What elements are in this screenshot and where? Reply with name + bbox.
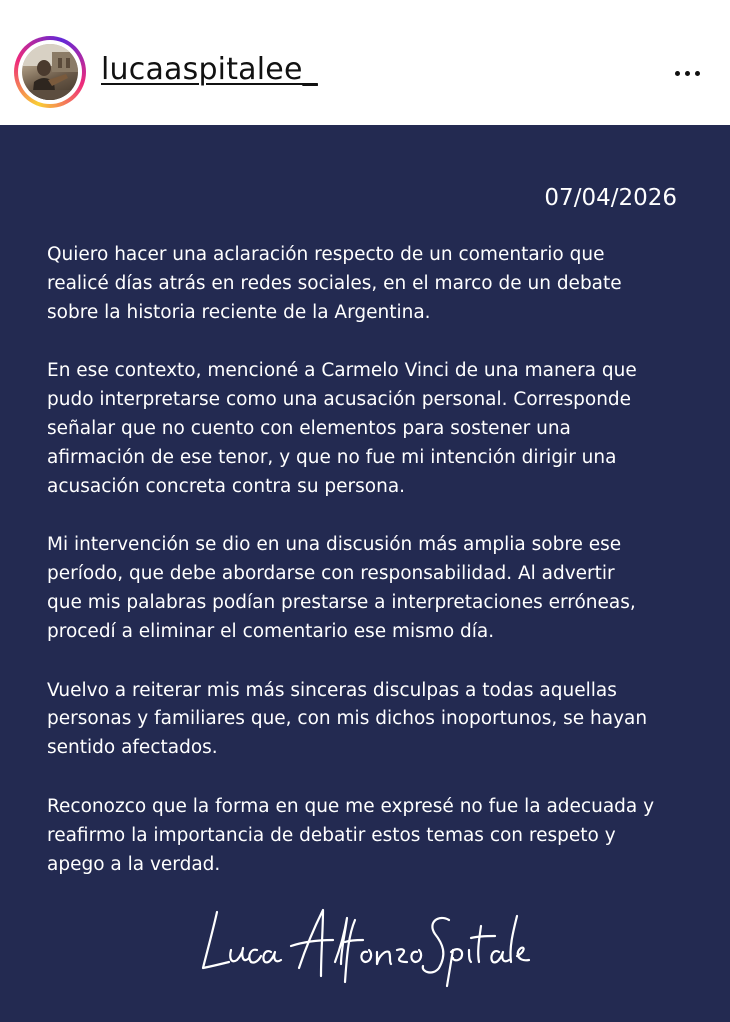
more-horizontal-icon — [675, 71, 680, 76]
text-line: afirmación de ese tenor, y que no fue mi intención dirigir una — [47, 446, 617, 468]
avatar[interactable] — [14, 36, 86, 108]
text-line: período, que debe abordarse con responsabilidad. Al advertir — [47, 563, 615, 585]
paragraph-3 — [47, 531, 697, 646]
text-line: personas y familiares que, con mis dichos inoportunos, se hayan — [47, 708, 648, 730]
profile-photo — [22, 44, 78, 100]
username[interactable]: lucaaspitalee_ — [101, 52, 318, 87]
text-line: acusación concreta contra su persona. — [47, 475, 406, 497]
text-line: sentido afectados. — [47, 737, 218, 759]
post-image[interactable] — [0, 125, 730, 1022]
more-horizontal-icon-dot — [695, 71, 700, 76]
more-options-button[interactable] — [664, 60, 710, 86]
text-line: apego a la verdad. — [47, 853, 221, 875]
post-header — [0, 0, 730, 125]
text-line: En ese contexto, mencioné a Carmelo Vinci de una manera que — [47, 360, 637, 382]
text-line: realicé días atrás en redes sociales, en el marco de un debate — [47, 272, 622, 294]
more-horizontal-icon-dot — [685, 71, 690, 76]
text-line: sobre la historia reciente de la Argentina. — [47, 301, 431, 323]
statement-text — [47, 241, 697, 909]
text-line: Mi intervención se dio en una discusión más amplia sobre ese — [47, 534, 622, 556]
text-line: Reconozco que la forma en que me expresé no fue la adecuada y — [47, 795, 655, 817]
text-line: reafirmo la importancia de debatir estos temas con respeto y — [47, 824, 616, 846]
paragraph-4 — [47, 677, 697, 763]
paragraph-1 — [47, 241, 697, 327]
post-date: 07/04/2026 — [544, 185, 677, 211]
handwritten-signature — [195, 890, 535, 990]
text-line: Vuelvo a reiterar mis más sinceras disculpas a todas aquellas — [47, 679, 617, 701]
text-line: que mis palabras podían prestarse a interpretaciones erróneas, — [47, 591, 636, 613]
text-line: Quiero hacer una aclaración respecto de un comentario que — [47, 244, 605, 265]
text-line: procedí a eliminar el comentario ese mismo día. — [47, 620, 495, 642]
text-line: pudo interpretarse como una acusación personal. Corresponde — [47, 389, 632, 411]
paragraph-5 — [47, 793, 697, 879]
paragraph-2 — [47, 357, 697, 501]
text-line: señalar que no cuento con elementos para sostener una — [47, 417, 571, 439]
avatar-border — [18, 40, 82, 104]
